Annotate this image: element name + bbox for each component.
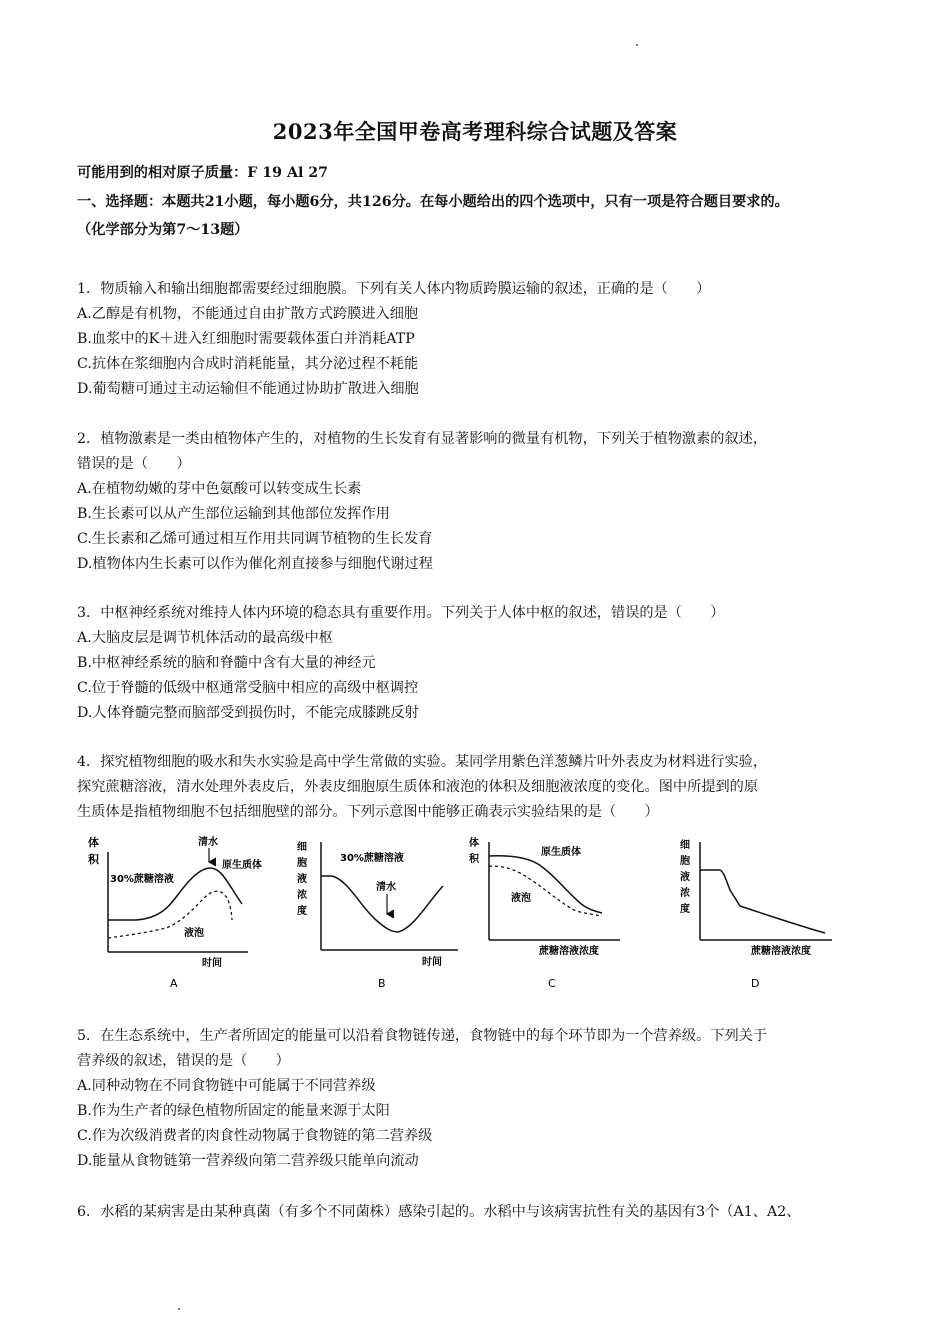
figure-b-ylabel: 胞 xyxy=(297,858,307,869)
question-3-option-c: C.位于脊髓的低级中枢通常受脑中相应的高级中枢调控 xyxy=(77,680,419,696)
question-5-stem: 5．在生态系统中，生产者所固定的能量可以沿着食物链传递，食物链中的每个环节即为一个营养级。下列关于 xyxy=(77,1028,768,1044)
figure-d-ylabel: 胞 xyxy=(680,856,690,867)
figure-b-annotation-water: 清水 xyxy=(376,882,396,893)
figure-c-protoplast-curve xyxy=(489,856,602,913)
figure-b-ylabel: 液 xyxy=(297,874,307,885)
question-3-option-d: D.人体脊髓完整而脑部受到损伤时，不能完成膝跳反射 xyxy=(77,705,419,721)
atomic-mass-note: 可能用到的相对原子质量：F 19 Al 27 xyxy=(77,165,329,181)
question-1-option-c: C.抗体在浆细胞内合成时消耗能量，其分泌过程不耗能 xyxy=(77,356,419,372)
figure-a-ylabel: 体 xyxy=(88,836,99,849)
question-4-stem: 4．探究植物细胞的吸水和失水实验是高中学生常做的实验。某同学用紫色洋葱鳞片叶外表皮为材料进行实验， xyxy=(77,754,768,770)
figure-b-ylabel: 浓 xyxy=(297,890,307,901)
question-2-stem: 2．植物激素是一类由植物体产生的，对植物的生长发育有显著影响的微量有机物，下列关于植物激素的叙述， xyxy=(77,431,768,447)
section-instructions: 一、选择题：本题共21小题，每小题6分，共126分。在每小题给出的四个选项中，只有一项是符合题目要求的。 xyxy=(77,194,789,210)
figure-d-ylabel: 度 xyxy=(680,904,690,915)
figure-c-annotation-protoplast: 原生质体 xyxy=(541,847,581,858)
question-3-option-b: B.中枢神经系统的脑和脊髓中含有大量的神经元 xyxy=(77,655,376,671)
question-5-option-d: D.能量从食物链第一营养级向第二营养级只能单向流动 xyxy=(77,1153,419,1169)
question-1-option-b: B.血浆中的K＋进入红细胞时需要载体蛋白并消耗ATP xyxy=(77,331,415,347)
figure-a-vacuole-curve xyxy=(108,891,232,938)
figure-b-ylabel: 度 xyxy=(297,906,307,917)
figure-c-ylabel: 积 xyxy=(469,854,479,865)
page-title: 2023年全国甲卷高考理科综合试题及答案 xyxy=(272,119,678,144)
question-5-option-b: B.作为生产者的绿色植物所固定的能量来源于太阳 xyxy=(77,1103,390,1119)
figure-a-annotation-water: 清水 xyxy=(198,837,218,848)
figure-b-annotation-sucrose: 30%蔗糖溶液 xyxy=(340,853,404,864)
question-3-option-a: A.大脑皮层是调节机体活动的最高级中枢 xyxy=(77,630,333,646)
chemistry-note: （化学部分为第7～13题） xyxy=(77,222,249,238)
figure-b xyxy=(297,840,458,990)
figure-c-annotation-vacuole: 液泡 xyxy=(511,893,531,904)
figure-b-label: B xyxy=(378,977,386,990)
figure-d-concentration-curve xyxy=(700,870,825,933)
figure-a-annotation-protoplast: 原生质体 xyxy=(222,860,262,871)
figure-a-annotation-vacuole: 液泡 xyxy=(184,928,204,939)
question-2-stem: 错误的是（ ） xyxy=(77,456,191,472)
question-6-stem: 6．水稻的某病害是由某种真菌（有多个不同菌株）感染引起的。水稻中与该病害抗性有关的基因有3个（A1、A2、 xyxy=(77,1204,801,1220)
question-4-stem: 生质体是指植物细胞不包括细胞壁的部分。下列示意图中能够正确表示实验结果的是（ ） xyxy=(77,804,659,820)
figure-d xyxy=(680,838,832,990)
scan-dot xyxy=(636,44,638,46)
figure-a-annotation-sucrose: 30%蔗糖溶液 xyxy=(110,874,174,885)
question-1-option-d: D.葡萄糖可通过主动运输但不能通过协助扩散进入细胞 xyxy=(77,381,419,397)
figure-d-ylabel: 浓 xyxy=(680,888,690,899)
figure-a xyxy=(88,835,262,990)
figure-d-label: D xyxy=(751,977,760,990)
question-1-option-a: A.乙醇是有机物，不能通过自由扩散方式跨膜进入细胞 xyxy=(77,306,419,322)
question-5-stem: 营养级的叙述，错误的是（ ） xyxy=(77,1053,290,1069)
figure-d-xlabel: 蔗糖溶液浓度 xyxy=(751,946,811,957)
question-2-option-a: A.在植物幼嫩的芽中色氨酸可以转变成生长素 xyxy=(77,481,362,497)
figure-a-label: A xyxy=(170,977,178,990)
question-5-option-c: C.作为次级消费者的肉食性动物属于食物链的第二营养级 xyxy=(77,1128,433,1144)
figure-c-vacuole-curve xyxy=(489,866,600,916)
question-5-option-a: A.同种动物在不同食物链中可能属于不同营养级 xyxy=(77,1078,376,1094)
question-2-option-c: C.生长素和乙烯可通过相互作用共同调节植物的生长发育 xyxy=(77,531,433,547)
scan-dot xyxy=(178,1308,180,1310)
figure-c-label: C xyxy=(548,977,556,990)
figure-c-ylabel: 体 xyxy=(469,838,479,849)
figure-a-ylabel: 积 xyxy=(88,853,99,866)
question-4-figures xyxy=(70,828,850,993)
figure-d-ylabel: 液 xyxy=(680,872,690,883)
question-2-option-b: B.生长素可以从产生部位运输到其他部位发挥作用 xyxy=(77,506,390,522)
question-3-stem: 3．中枢神经系统对维持人体内环境的稳态具有重要作用。下列关于人体中枢的叙述，错误的是（ ） xyxy=(77,605,725,621)
figure-b-ylabel: 细 xyxy=(297,842,307,853)
figure-a-xlabel: 时间 xyxy=(202,958,222,969)
figure-b-xlabel: 时间 xyxy=(422,957,442,968)
figure-c xyxy=(469,836,620,990)
question-2-option-d: D.植物体内生长素可以作为催化剂直接参与细胞代谢过程 xyxy=(77,556,433,572)
figure-c-xlabel: 蔗糖溶液浓度 xyxy=(539,946,599,957)
question-1-stem: 1．物质输入和输出细胞都需要经过细胞膜。下列有关人体内物质跨膜运输的叙述，正确的是（ ） xyxy=(77,281,711,297)
question-4-stem: 探究蔗糖溶液，清水处理外表皮后，外表皮细胞原生质体和液泡的体积及细胞液浓度的变化。图中所提到的原 xyxy=(77,779,759,795)
figure-d-ylabel: 细 xyxy=(680,840,690,851)
